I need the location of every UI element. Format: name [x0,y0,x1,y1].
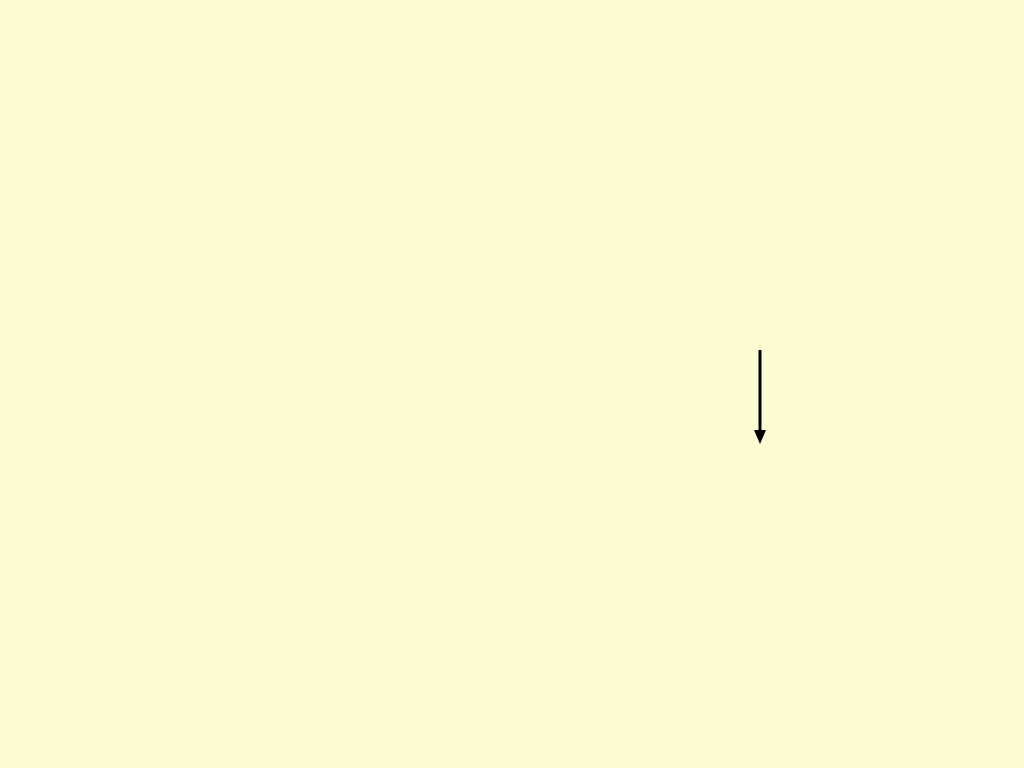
morphology-block [54,367,112,408]
down-arrow-icon [750,348,770,446]
bottom-decorative-band [0,758,1024,768]
israelii-line [54,367,112,408]
top-decorative-band [0,0,1024,60]
